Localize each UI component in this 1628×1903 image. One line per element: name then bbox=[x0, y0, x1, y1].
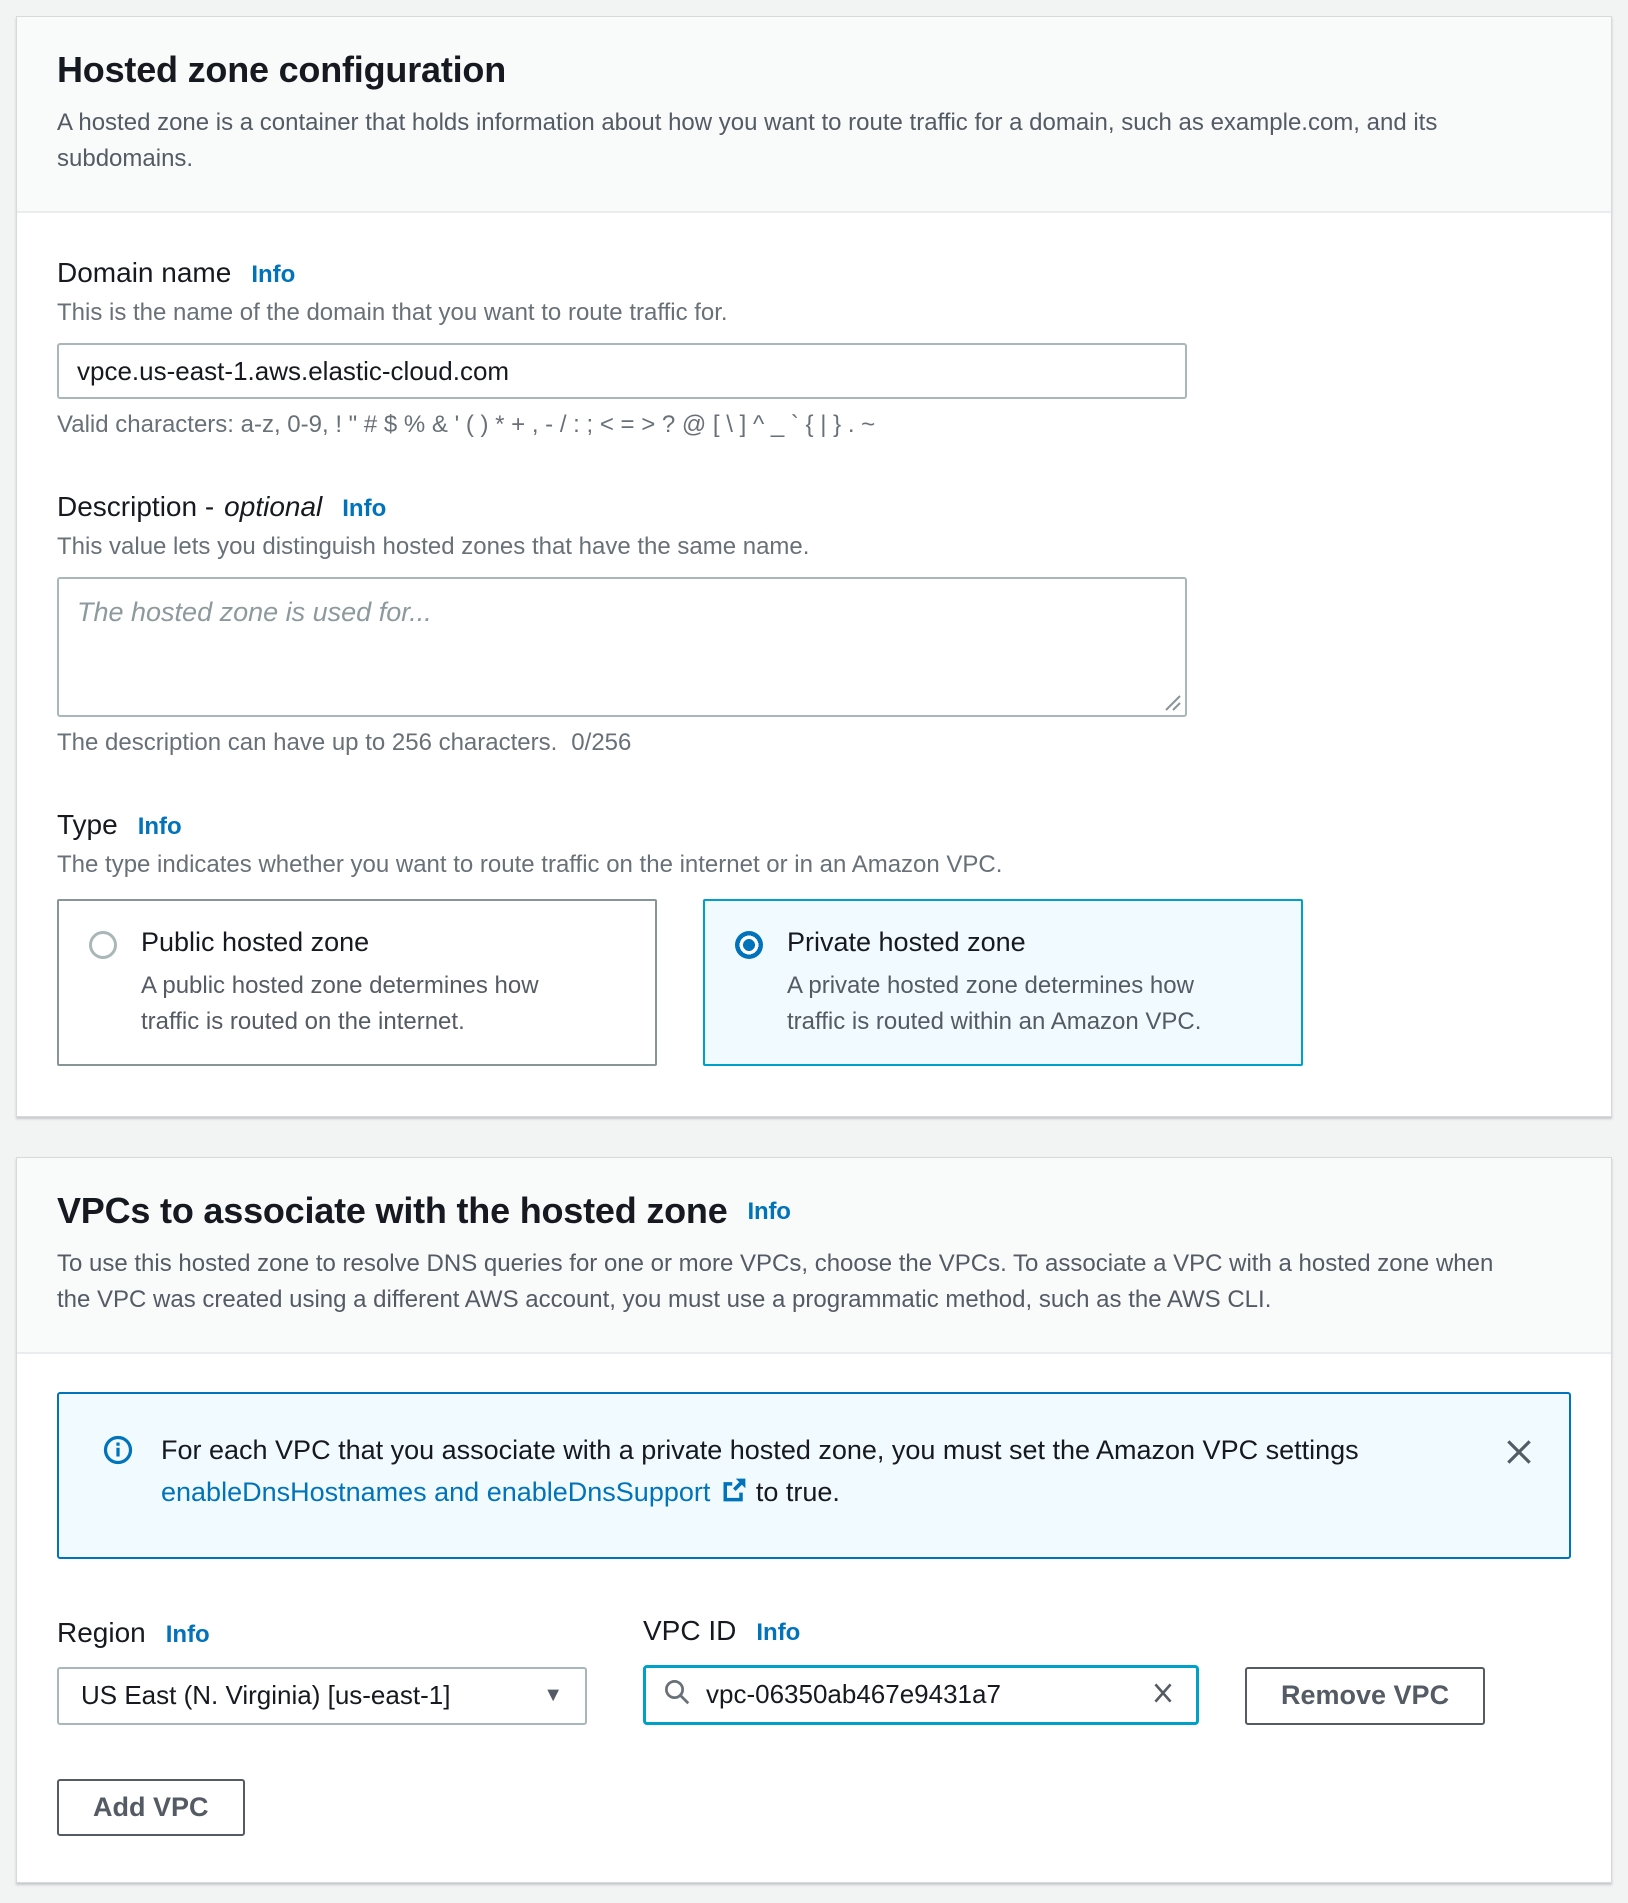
dns-settings-link[interactable]: enableDnsHostnames and enableDnsSupport bbox=[161, 1477, 748, 1507]
add-vpc-button[interactable]: Add VPC bbox=[57, 1779, 245, 1836]
radio-checked-icon[interactable] bbox=[735, 931, 763, 959]
remove-vpc-button[interactable]: Remove VPC bbox=[1245, 1667, 1485, 1725]
domain-name-info-link[interactable]: Info bbox=[251, 261, 296, 288]
description-optional-label: optional bbox=[224, 491, 323, 522]
description-constraint: The description can have up to 256 characters. 0/256 bbox=[57, 729, 632, 756]
alert-text-suffix: to true. bbox=[755, 1476, 840, 1507]
vpc-id-field bbox=[643, 1615, 1199, 1725]
radio-unchecked-icon[interactable] bbox=[89, 931, 117, 959]
radio-tile-private-hosted-zone[interactable] bbox=[703, 899, 1303, 1066]
clear-x-icon bbox=[1150, 1694, 1176, 1709]
type-field bbox=[57, 809, 1571, 1066]
description-label: Description - optional bbox=[57, 491, 323, 522]
region-info-link[interactable]: Info bbox=[165, 1620, 210, 1648]
close-icon bbox=[1503, 1456, 1535, 1471]
type-radio-group bbox=[57, 899, 1571, 1066]
vpc-id-search-box bbox=[643, 1665, 1199, 1725]
vpcs-info-link[interactable]: Info bbox=[747, 1198, 791, 1225]
description-info-link[interactable]: Info bbox=[342, 495, 387, 522]
domain-name-label: Domain name bbox=[57, 257, 232, 288]
region-field bbox=[57, 1617, 587, 1725]
search-icon bbox=[662, 1677, 692, 1712]
radio-tile-public-hosted-zone[interactable] bbox=[57, 899, 657, 1066]
hosted-zone-card-header bbox=[17, 17, 1611, 213]
alert-text: For each VPC that you associate with a private hosted zone, you must set the Amazon VPC settings enableDnsHostnames and enableDnsSupport to true. bbox=[161, 1430, 1469, 1517]
resize-handle-icon[interactable] bbox=[1162, 692, 1182, 712]
region-select-value: US East (N. Virginia) [us-east-1] bbox=[81, 1680, 451, 1711]
vpc-id-label: VPC ID bbox=[643, 1614, 737, 1646]
dropdown-caret-icon: ▼ bbox=[543, 1684, 563, 1707]
create-hosted-zone-page bbox=[0, 16, 1628, 1903]
region-label: Region bbox=[57, 1616, 146, 1648]
hosted-zone-card-description: A hosted zone is a container that holds information about how you want to route traffic for a domain, such as example.com, and its subdomains. bbox=[57, 109, 1438, 172]
vpc-association-row bbox=[57, 1615, 1571, 1725]
description-textarea-wrap bbox=[57, 577, 1187, 717]
vpc-id-input[interactable] bbox=[706, 1679, 1146, 1710]
description-char-counter: 0/256 bbox=[571, 729, 632, 756]
alert-close-button[interactable] bbox=[1499, 1432, 1539, 1475]
vpcs-card-description: To use this hosted zone to resolve DNS queries for one or more VPCs, choose the VPCs. To associate a VPC with a hosted zone when the VPC was created using a different AWS account, you must use a programmatic method, such as the AWS CLI. bbox=[57, 1250, 1494, 1313]
domain-name-constraint: Valid characters: a-z, 0-9, ! " # $ % & ' ( ) * + , - / : ; < = > ? @ [ \ ] ^ _ ` { | } . ~ bbox=[57, 411, 876, 438]
bottom-spacer bbox=[0, 1883, 1628, 1903]
vpc-settings-info-alert bbox=[57, 1392, 1571, 1559]
vpcs-associate-card bbox=[16, 1157, 1612, 1883]
private-hosted-zone-title: Private hosted zone bbox=[787, 927, 1026, 957]
hosted-zone-card-body bbox=[17, 213, 1611, 1116]
type-label: Type bbox=[57, 809, 118, 840]
hosted-zone-card-title: Hosted zone configuration bbox=[57, 49, 506, 90]
public-hosted-zone-description: A public hosted zone determines how traffic is routed on the internet. bbox=[141, 972, 539, 1035]
public-hosted-zone-title: Public hosted zone bbox=[141, 927, 370, 957]
private-hosted-zone-description: A private hosted zone determines how traffic is routed within an Amazon VPC. bbox=[787, 972, 1202, 1035]
info-circle-icon bbox=[103, 1435, 133, 1470]
vpc-id-info-link[interactable]: Info bbox=[756, 1618, 801, 1646]
description-textarea[interactable] bbox=[57, 577, 1187, 717]
vpcs-card-title: VPCs to associate with the hosted zone Info bbox=[57, 1190, 791, 1231]
type-info-link[interactable]: Info bbox=[137, 813, 182, 840]
external-link-icon bbox=[720, 1475, 748, 1517]
vpcs-card-body bbox=[17, 1354, 1611, 1882]
vpc-id-clear-button[interactable] bbox=[1146, 1678, 1180, 1711]
region-select[interactable] bbox=[57, 1667, 587, 1725]
description-field bbox=[57, 491, 1571, 757]
vpcs-card-header bbox=[17, 1158, 1611, 1354]
domain-name-help: This is the name of the domain that you want to route traffic for. bbox=[57, 299, 728, 326]
hosted-zone-configuration-card bbox=[16, 16, 1612, 1117]
type-help: The type indicates whether you want to route traffic on the internet or in an Amazon VPC. bbox=[57, 851, 1003, 878]
description-help: This value lets you distinguish hosted zones that have the same name. bbox=[57, 533, 810, 560]
domain-name-field bbox=[57, 257, 1571, 439]
domain-name-input[interactable] bbox=[57, 343, 1187, 399]
